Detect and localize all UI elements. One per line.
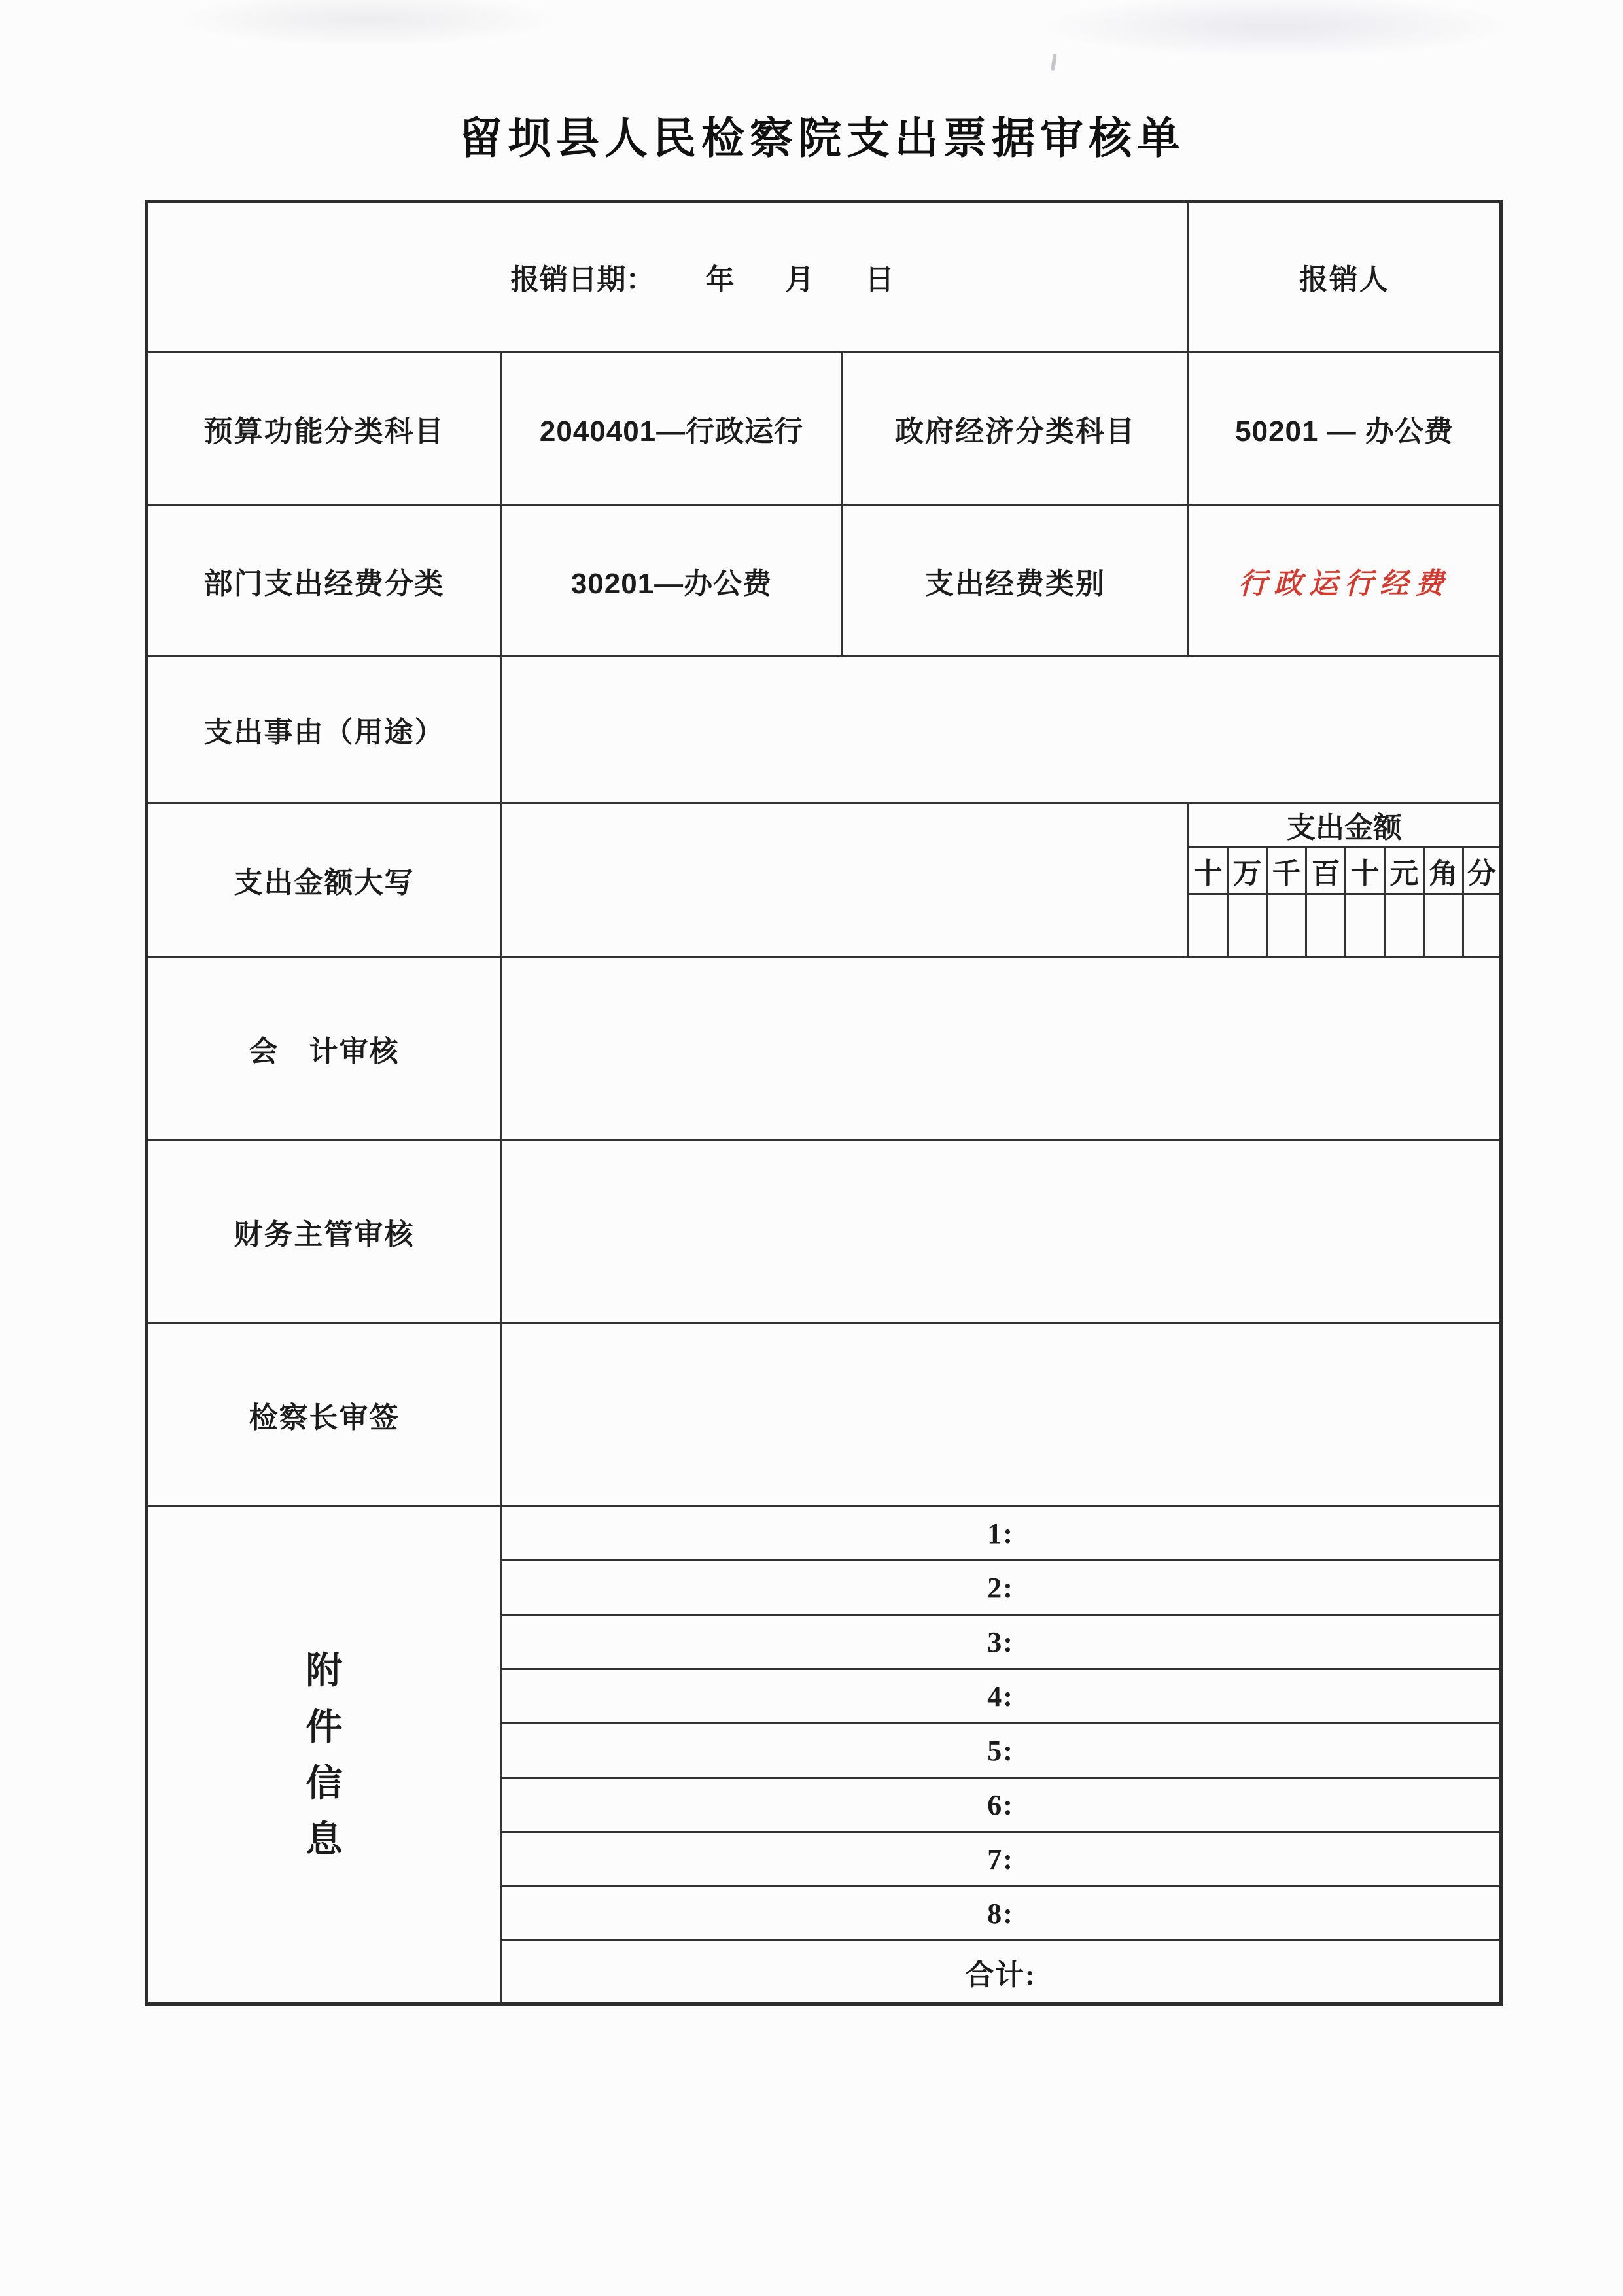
attachments-label-cell [147, 1506, 501, 2004]
amount-digit-unit-cell: 十 [1189, 847, 1228, 894]
attachment-item-cell: 7: [501, 1832, 1501, 1887]
amount-digit-unit-cell: 角 [1424, 847, 1463, 894]
attachment-total-cell: 合计: [501, 1941, 1501, 2004]
row-budget-classification [147, 352, 1501, 506]
amount-header-cell: 支出金额 [1189, 803, 1501, 847]
attachment-item-cell: 5: [501, 1724, 1501, 1778]
attachments-label-char: 息 [305, 1818, 343, 1860]
accountant-label-cell: 会 计审核 [147, 957, 501, 1140]
amount-digit-value-cell [1424, 894, 1463, 957]
reimbursement-date-cell [147, 201, 1189, 352]
amount-digit-unit-cell: 万 [1228, 847, 1267, 894]
amount-digit-unit-cell: 千 [1267, 847, 1306, 894]
row-expense-purpose [147, 656, 1501, 803]
amount-digit-unit-cell: 分 [1463, 847, 1501, 894]
dept-expense-label-cell: 部门支出经费分类 [147, 506, 501, 656]
finance-supervisor-label-cell: 财务主管审核 [147, 1140, 501, 1323]
chief-prosecutor-signature-area [501, 1323, 1501, 1506]
amount-words-label-cell: 支出金额大写 [147, 803, 501, 957]
expense-type-label-cell: 支出经费类别 [843, 506, 1189, 656]
gov-economic-label-cell: 政府经济分类科目 [843, 352, 1189, 506]
document-title: 留坝县人民检察院支出票据审核单 [459, 114, 1185, 162]
row-accountant-review [147, 957, 1501, 1140]
attachments-label-char: 附 [305, 1649, 343, 1691]
amount-digit-value-cell [1346, 894, 1385, 957]
attachment-item-cell: 4: [501, 1669, 1501, 1724]
attachment-item-cell: 1: [501, 1506, 1501, 1561]
accountant-signature-area [501, 957, 1501, 1140]
amount-digit-unit-cell: 元 [1385, 847, 1424, 894]
purpose-input-area [501, 656, 1501, 803]
attachment-item-cell: 3: [501, 1615, 1501, 1669]
amount-digit-value-cell [1306, 894, 1346, 957]
row-finance-supervisor-review [147, 1140, 1501, 1323]
reimbursement-date-label: 报销日期： [510, 264, 655, 296]
finance-supervisor-signature-area [501, 1140, 1501, 1323]
amount-words-input-area [501, 803, 1189, 957]
amount-digit-value-cell [1463, 894, 1501, 957]
attachments-label-char: 件 [305, 1705, 343, 1747]
attachment-item-cell: 8: [501, 1887, 1501, 1941]
audit-form-table [145, 200, 1503, 2006]
dept-expense-value-cell: 30201—办公费 [501, 506, 843, 656]
attachments-label-char: 信 [305, 1762, 343, 1803]
budget-function-value-cell: 2040401—行政运行 [501, 352, 843, 506]
scan-artifact-speck [1051, 54, 1057, 71]
attachments-vertical-label [148, 1649, 500, 1860]
amount-digit-unit-cell: 十 [1346, 847, 1385, 894]
budget-function-label-cell: 预算功能分类科目 [147, 352, 501, 506]
purpose-label-cell: 支出事由（用途） [147, 656, 501, 803]
date-day-label: 日 [865, 264, 894, 296]
reimburser-label-cell: 报销人 [1189, 201, 1501, 352]
date-year-label: 年 [705, 264, 735, 296]
expense-type-red-stamp-text: 行政运行经费 [1189, 506, 1501, 656]
attachment-item-cell: 6: [501, 1778, 1501, 1832]
amount-digit-value-cell [1189, 894, 1228, 957]
amount-digit-value-cell [1228, 894, 1267, 957]
row-amount-header [147, 803, 1501, 847]
gov-economic-value-cell: 50201 — 办公费 [1189, 352, 1501, 506]
date-month-label: 月 [785, 264, 814, 296]
row-expense-classification [147, 506, 1501, 656]
chief-prosecutor-label-cell: 检察长审签 [147, 1323, 501, 1506]
row-attachment-1 [147, 1506, 1501, 1561]
row-reimbursement-date [147, 201, 1501, 352]
amount-digit-value-cell [1267, 894, 1306, 957]
row-chief-prosecutor-signoff [147, 1323, 1501, 1506]
attachment-item-cell: 2: [501, 1561, 1501, 1615]
amount-digit-unit-cell: 百 [1306, 847, 1346, 894]
amount-digit-value-cell [1385, 894, 1424, 957]
